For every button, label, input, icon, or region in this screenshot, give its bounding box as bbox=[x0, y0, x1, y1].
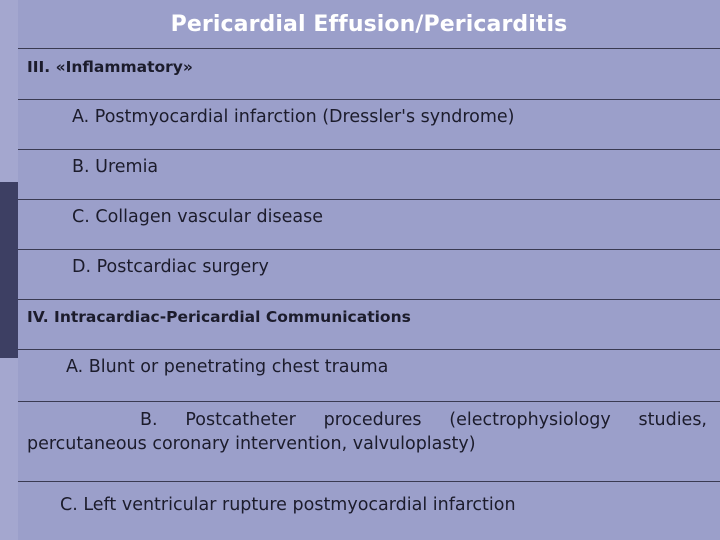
list-item: B. Uremia bbox=[72, 157, 159, 177]
table-row bbox=[18, 199, 720, 249]
section-iii-heading: III. «Inflammatory» bbox=[27, 58, 193, 76]
table-row bbox=[18, 401, 720, 481]
list-item: A. Postmyocardial infarction (Dressler's syndrome) bbox=[72, 107, 515, 127]
table-row bbox=[18, 249, 720, 299]
list-item: C. Collagen vascular disease bbox=[72, 207, 323, 227]
table-row bbox=[18, 149, 720, 199]
section-heading-row bbox=[18, 299, 720, 349]
list-item: B. Postcatheter procedures (electrophysiology studies, percutaneous coronary intervention, valvuloplasty) bbox=[27, 410, 707, 454]
section-iv-heading: IV. Intracardiac-Pericardial Communications bbox=[27, 308, 411, 326]
table-row bbox=[18, 481, 720, 540]
section-heading-row bbox=[18, 48, 720, 99]
list-item: D. Postcardiac surgery bbox=[72, 257, 269, 277]
left-accent-bar bbox=[0, 182, 18, 358]
page-title: Pericardial Effusion/Pericarditis bbox=[170, 12, 568, 37]
content-table bbox=[18, 0, 720, 540]
list-item: A. Blunt or penetrating chest trauma bbox=[66, 357, 389, 377]
title-row bbox=[18, 0, 720, 48]
table-row bbox=[18, 99, 720, 149]
list-item: C. Left ventricular rupture postmyocardial infarction bbox=[60, 495, 516, 515]
table-row bbox=[18, 349, 720, 401]
